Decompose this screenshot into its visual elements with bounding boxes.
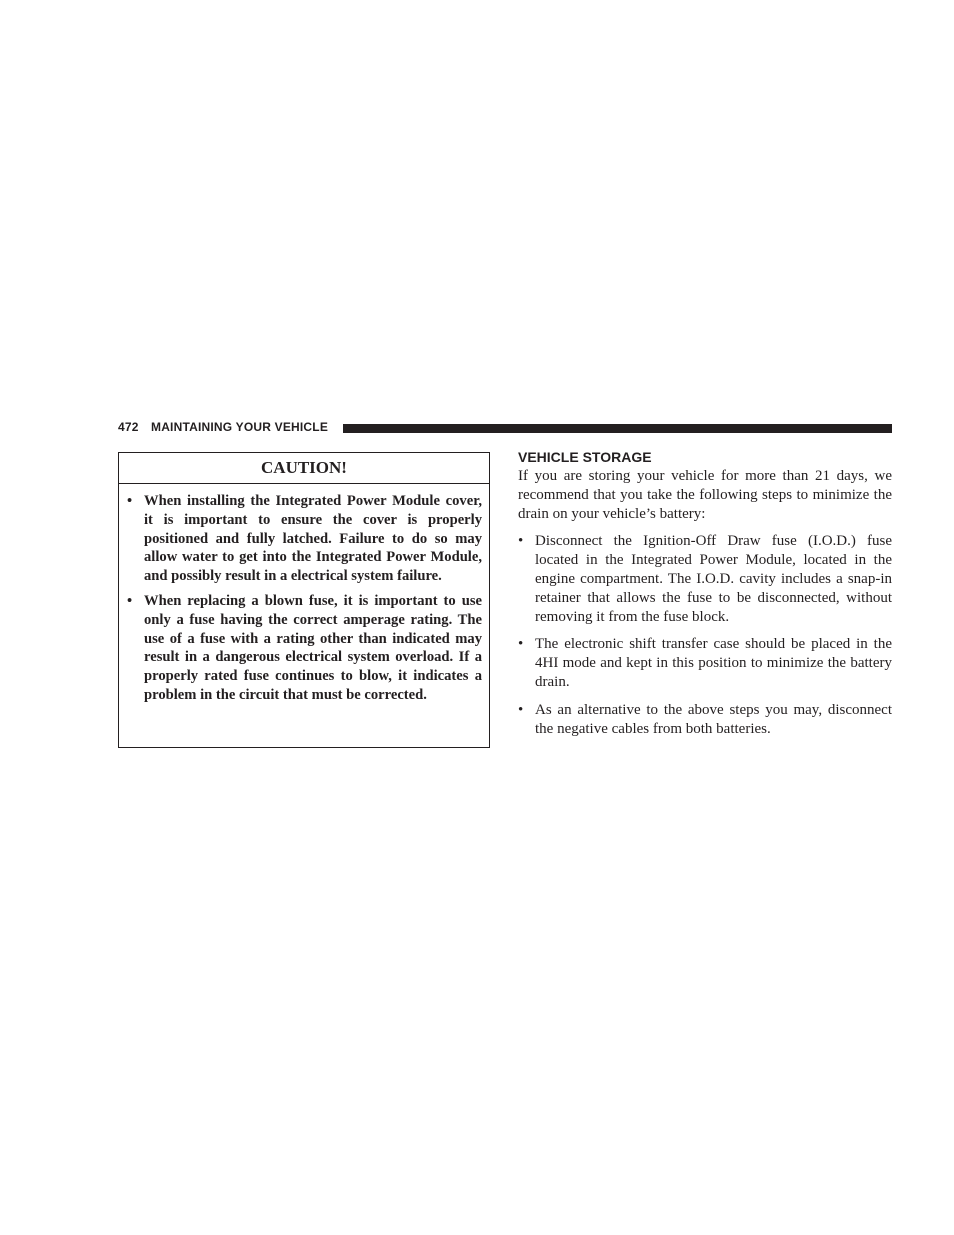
storage-step-item (518, 532, 892, 626)
vehicle-storage-section (518, 448, 892, 747)
storage-step-item (518, 701, 892, 739)
storage-step-item (518, 635, 892, 691)
header-rule (343, 424, 892, 433)
caution-title: CAUTION! (119, 453, 489, 484)
caution-item (127, 592, 482, 705)
caution-item-text: When installing the Integrated Power Module cover, it is important to ensure the cover is properly positioned and fully latched. Failure to do so may allow water to get into the Integrated Power Module, and possibly result in a electrical system failure. (144, 493, 482, 585)
vehicle-storage-heading: VEHICLE STORAGE (518, 449, 652, 465)
caution-box (118, 452, 490, 748)
storage-step-text: As an alternative to the above steps you may, disconnect the negative cables from both batteries. (535, 701, 892, 737)
caution-item (127, 492, 482, 586)
storage-step-text: Disconnect the Ignition-Off Draw fuse (I.O.D.) fuse located in the Integrated Power Module, located in the engine compartment. The I.O.D. cavity includes a snap-in retainer that allows the fuse to be disconnected, without removing it from the fuse block. (535, 533, 892, 625)
page-number: 472 (118, 420, 139, 434)
bullet-icon: • (127, 493, 133, 509)
section-title: MAINTAINING YOUR VEHICLE (151, 420, 329, 434)
vehicle-storage-list (518, 532, 892, 738)
vehicle-storage-intro: If you are storing your vehicle for more than 21 days, we recommend that you take the following steps to minimize the drain on your vehicle’s battery: (518, 468, 892, 522)
caution-list (119, 484, 489, 705)
caution-item-text: When replacing a blown fuse, it is important to use only a fuse having the correct amperage rating. The use of a fuse with a rating other than indicated may result in a dangerous electrical system overload. If a properly rated fuse continues to blow, it indicates a problem in the circuit that must be corrected. (144, 592, 482, 703)
storage-step-text: The electronic shift transfer case should be placed in the 4HI mode and kept in this position to minimize the battery drain. (535, 636, 892, 690)
bullet-icon: • (518, 701, 524, 718)
page-header (118, 420, 892, 434)
bullet-icon: • (127, 592, 133, 609)
bullet-icon: • (518, 636, 524, 653)
bullet-icon: • (518, 533, 524, 550)
